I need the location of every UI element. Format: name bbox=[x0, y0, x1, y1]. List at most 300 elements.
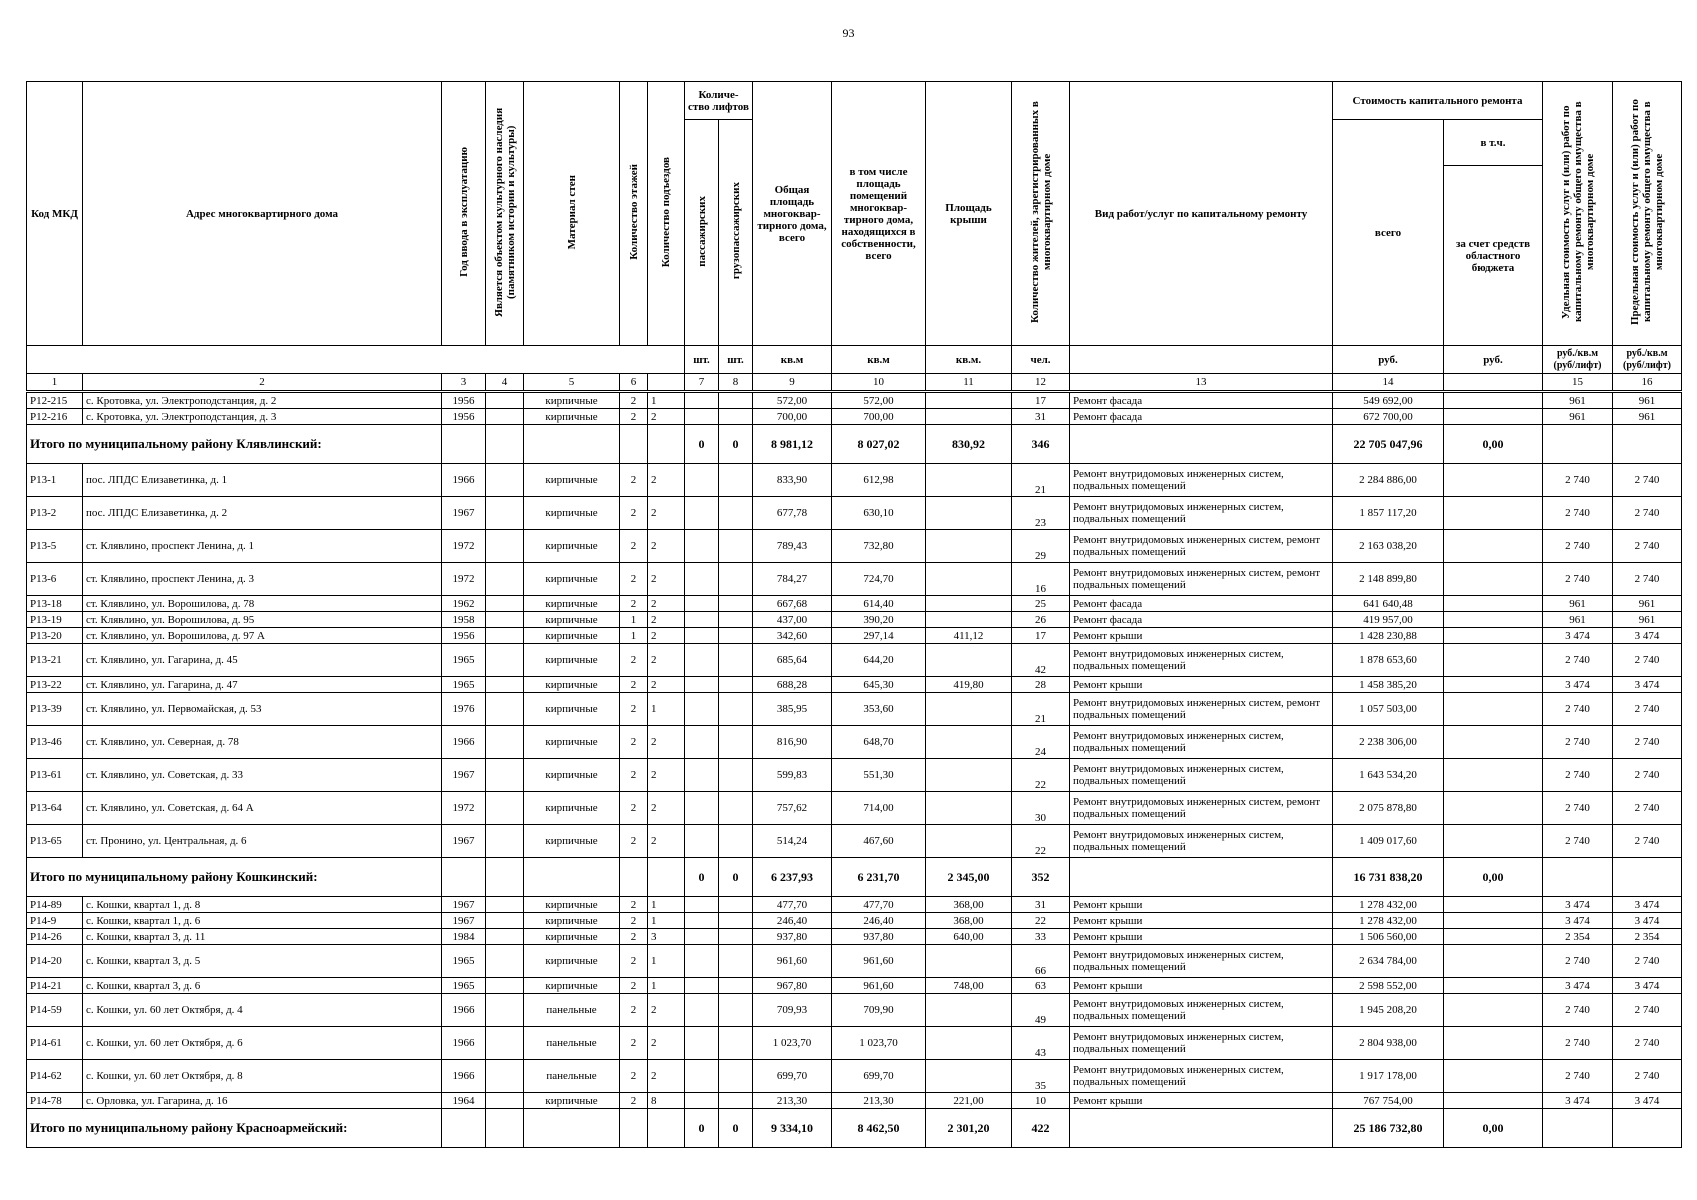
lifts-cargo bbox=[719, 612, 753, 628]
hdr-heritage: Является объектом культурного наследия (памятником истории и культуры) bbox=[486, 82, 524, 346]
material: кирпичные bbox=[524, 759, 620, 792]
mkd-code: Р14-59 bbox=[27, 994, 83, 1027]
lifts-cargo bbox=[719, 897, 753, 913]
total-area: 709,93 bbox=[753, 994, 832, 1027]
mkd-code: Р14-26 bbox=[27, 929, 83, 945]
empty-cell bbox=[486, 1109, 524, 1148]
regional bbox=[1444, 913, 1543, 929]
cost: 2 148 899,80 bbox=[1333, 563, 1444, 596]
heritage bbox=[486, 392, 524, 409]
lifts-cargo bbox=[719, 596, 753, 612]
entrances: 2 bbox=[648, 759, 685, 792]
lifts-cargo bbox=[719, 644, 753, 677]
total-area: 9 334,10 bbox=[753, 1109, 832, 1148]
total-lifts-pass: 0 bbox=[685, 858, 719, 897]
entrances: 1 bbox=[648, 945, 685, 978]
total-area: 784,27 bbox=[753, 563, 832, 596]
total-regional: 0,00 bbox=[1444, 858, 1543, 897]
lifts-cargo bbox=[719, 409, 753, 425]
table-row bbox=[27, 628, 1682, 644]
year: 1984 bbox=[442, 929, 486, 945]
cost: 767 754,00 bbox=[1333, 1093, 1444, 1109]
table-row bbox=[27, 913, 1682, 929]
address: с. Кротовка, ул. Электроподстанция, д. 3 bbox=[83, 409, 442, 425]
work-type: Ремонт внутридомовых инженерных систем, ремонт подвальных помещений bbox=[1070, 693, 1333, 726]
total-lifts-pass: 0 bbox=[685, 1109, 719, 1148]
total-area: 700,00 bbox=[753, 409, 832, 425]
owned-area: 1 023,70 bbox=[832, 1027, 926, 1060]
mkd-code: Р13-20 bbox=[27, 628, 83, 644]
entrances: 3 bbox=[648, 929, 685, 945]
material: кирпичные bbox=[524, 825, 620, 858]
unit-cost: 2 740 bbox=[1543, 945, 1613, 978]
work-type: Ремонт крыши bbox=[1070, 677, 1333, 693]
material: кирпичные bbox=[524, 978, 620, 994]
floors: 2 bbox=[620, 1027, 648, 1060]
lifts-pass bbox=[685, 596, 719, 612]
roof-area bbox=[926, 464, 1012, 497]
entrances: 2 bbox=[648, 644, 685, 677]
year: 1965 bbox=[442, 677, 486, 693]
empty-cell bbox=[620, 425, 648, 464]
roof-area: 411,12 bbox=[926, 628, 1012, 644]
table-row bbox=[27, 563, 1682, 596]
floors: 2 bbox=[620, 596, 648, 612]
work-type: Ремонт фасада bbox=[1070, 392, 1333, 409]
roof-area: 419,80 bbox=[926, 677, 1012, 693]
lifts-pass bbox=[685, 978, 719, 994]
address: с. Кошки, ул. 60 лет Октября, д. 6 bbox=[83, 1027, 442, 1060]
district-total-row bbox=[27, 1109, 1682, 1148]
hdr-work-type: Вид работ/услуг по капитальному ремонту bbox=[1070, 82, 1333, 346]
hdr-lifts: Количе-ство лифтов bbox=[685, 82, 753, 120]
unit-cost: 2 740 bbox=[1543, 497, 1613, 530]
max-cost: 2 740 bbox=[1613, 945, 1682, 978]
heritage bbox=[486, 994, 524, 1027]
regional bbox=[1444, 945, 1543, 978]
mkd-code: Р13-39 bbox=[27, 693, 83, 726]
regional bbox=[1444, 596, 1543, 612]
material: кирпичные bbox=[524, 726, 620, 759]
lifts-pass bbox=[685, 945, 719, 978]
mkd-code: Р14-9 bbox=[27, 913, 83, 929]
work-type: Ремонт крыши bbox=[1070, 978, 1333, 994]
max-cost: 961 bbox=[1613, 596, 1682, 612]
heritage bbox=[486, 726, 524, 759]
roof-area bbox=[926, 759, 1012, 792]
mkd-code: Р13-1 bbox=[27, 464, 83, 497]
work-type: Ремонт внутридомовых инженерных систем, подвальных помещений bbox=[1070, 1027, 1333, 1060]
unit-pcs-2: шт. bbox=[719, 346, 753, 374]
entrances: 2 bbox=[648, 464, 685, 497]
table-row bbox=[27, 464, 1682, 497]
hdr-code: Код МКД bbox=[27, 82, 83, 346]
year: 1967 bbox=[442, 897, 486, 913]
lifts-cargo bbox=[719, 929, 753, 945]
lifts-pass bbox=[685, 628, 719, 644]
owned-area: 572,00 bbox=[832, 392, 926, 409]
entrances: 2 bbox=[648, 994, 685, 1027]
entrances: 1 bbox=[648, 913, 685, 929]
table-row bbox=[27, 1060, 1682, 1093]
table-row bbox=[27, 596, 1682, 612]
floors: 2 bbox=[620, 792, 648, 825]
owned-area: 213,30 bbox=[832, 1093, 926, 1109]
hdr-cost: Стоимость капитального ремонта bbox=[1333, 82, 1543, 120]
residents: 24 bbox=[1012, 726, 1070, 759]
lifts-pass bbox=[685, 726, 719, 759]
cost: 549 692,00 bbox=[1333, 392, 1444, 409]
empty-cell bbox=[1543, 858, 1613, 897]
empty-cell bbox=[486, 858, 524, 897]
heritage bbox=[486, 945, 524, 978]
lifts-cargo bbox=[719, 693, 753, 726]
total-lifts-pass: 0 bbox=[685, 425, 719, 464]
hdr-lifts-pass: пассажирских bbox=[685, 120, 719, 346]
column-number: 3 bbox=[442, 374, 486, 392]
unit-cost: 2 740 bbox=[1543, 464, 1613, 497]
floors: 2 bbox=[620, 677, 648, 693]
year: 1966 bbox=[442, 464, 486, 497]
table-row bbox=[27, 409, 1682, 425]
regional bbox=[1444, 978, 1543, 994]
mkd-code: Р13-19 bbox=[27, 612, 83, 628]
residents: 22 bbox=[1012, 913, 1070, 929]
owned-area: 645,30 bbox=[832, 677, 926, 693]
total-area: 514,24 bbox=[753, 825, 832, 858]
material: кирпичные bbox=[524, 929, 620, 945]
regional bbox=[1444, 497, 1543, 530]
hdr-max-cost: Предельная стоимость услуг и (или) работ по капитальному ремонту общего имущества в многоквартирном доме bbox=[1613, 82, 1682, 346]
total-owned-area: 6 231,70 bbox=[832, 858, 926, 897]
empty-cell bbox=[648, 858, 685, 897]
unit-m2-a: кв.м bbox=[753, 346, 832, 374]
lifts-pass bbox=[685, 897, 719, 913]
lifts-cargo bbox=[719, 530, 753, 563]
cost: 1 643 534,20 bbox=[1333, 759, 1444, 792]
table-row bbox=[27, 612, 1682, 628]
cost: 1 945 208,20 bbox=[1333, 994, 1444, 1027]
work-type: Ремонт фасада bbox=[1070, 596, 1333, 612]
empty-cell bbox=[524, 425, 620, 464]
cost: 1 857 117,20 bbox=[1333, 497, 1444, 530]
heritage bbox=[486, 628, 524, 644]
column-number: 15 bbox=[1543, 374, 1613, 392]
material: кирпичные bbox=[524, 464, 620, 497]
address: с. Кротовка, ул. Электроподстанция, д. 2 bbox=[83, 392, 442, 409]
cost: 2 163 038,20 bbox=[1333, 530, 1444, 563]
floors: 2 bbox=[620, 409, 648, 425]
max-cost: 2 740 bbox=[1613, 759, 1682, 792]
mkd-code: Р14-21 bbox=[27, 978, 83, 994]
hdr-year: Год ввода в эксплуатацию bbox=[442, 82, 486, 346]
unit-cost: 2 740 bbox=[1543, 726, 1613, 759]
floors: 2 bbox=[620, 994, 648, 1027]
lifts-cargo bbox=[719, 792, 753, 825]
max-cost: 3 474 bbox=[1613, 978, 1682, 994]
regional bbox=[1444, 825, 1543, 858]
total-area: 967,80 bbox=[753, 978, 832, 994]
max-cost: 961 bbox=[1613, 409, 1682, 425]
work-type: Ремонт фасада bbox=[1070, 612, 1333, 628]
residents: 63 bbox=[1012, 978, 1070, 994]
table-row bbox=[27, 1093, 1682, 1109]
cost: 1 506 560,00 bbox=[1333, 929, 1444, 945]
mkd-code: Р13-65 bbox=[27, 825, 83, 858]
empty-cell bbox=[524, 1109, 620, 1148]
roof-area: 748,00 bbox=[926, 978, 1012, 994]
max-cost: 2 740 bbox=[1613, 1027, 1682, 1060]
material: кирпичные bbox=[524, 945, 620, 978]
heritage bbox=[486, 644, 524, 677]
hdr-total-area: Общая площадь многоквар-тирного дома, всего bbox=[753, 82, 832, 346]
heritage bbox=[486, 677, 524, 693]
heritage bbox=[486, 929, 524, 945]
roof-area bbox=[926, 1060, 1012, 1093]
total-cost: 16 731 838,20 bbox=[1333, 858, 1444, 897]
total-area: 688,28 bbox=[753, 677, 832, 693]
material: кирпичные bbox=[524, 596, 620, 612]
regional bbox=[1444, 392, 1543, 409]
table-row bbox=[27, 929, 1682, 945]
entrances: 2 bbox=[648, 497, 685, 530]
material: кирпичные bbox=[524, 392, 620, 409]
column-number: 6 bbox=[620, 374, 648, 392]
max-cost: 2 740 bbox=[1613, 497, 1682, 530]
lifts-cargo bbox=[719, 978, 753, 994]
unit-m2-c: кв.м. bbox=[926, 346, 1012, 374]
material: панельные bbox=[524, 1060, 620, 1093]
lifts-cargo bbox=[719, 759, 753, 792]
address: с. Кошки, квартал 3, д. 5 bbox=[83, 945, 442, 978]
floors: 2 bbox=[620, 563, 648, 596]
address: ст. Клявлино, ул. Советская, д. 33 bbox=[83, 759, 442, 792]
total-regional: 0,00 bbox=[1444, 1109, 1543, 1148]
address: с. Кошки, квартал 3, д. 6 bbox=[83, 978, 442, 994]
residents: 22 bbox=[1012, 759, 1070, 792]
address: ст. Клявлино, ул. Ворошилова, д. 97 А bbox=[83, 628, 442, 644]
max-cost: 2 354 bbox=[1613, 929, 1682, 945]
roof-area bbox=[926, 530, 1012, 563]
heritage bbox=[486, 464, 524, 497]
total-owned-area: 8 462,50 bbox=[832, 1109, 926, 1148]
floors: 2 bbox=[620, 1093, 648, 1109]
work-type: Ремонт фасада bbox=[1070, 409, 1333, 425]
heritage bbox=[486, 1027, 524, 1060]
floors: 2 bbox=[620, 945, 648, 978]
residents: 10 bbox=[1012, 1093, 1070, 1109]
lifts-pass bbox=[685, 693, 719, 726]
total-regional: 0,00 bbox=[1444, 425, 1543, 464]
total-cost: 22 705 047,96 bbox=[1333, 425, 1444, 464]
floors: 2 bbox=[620, 1060, 648, 1093]
hdr-cost-regional: за счет средств областного бюджета bbox=[1444, 166, 1543, 346]
max-cost: 2 740 bbox=[1613, 1060, 1682, 1093]
column-numbers-row bbox=[27, 374, 1682, 392]
floors: 2 bbox=[620, 644, 648, 677]
column-number: 2 bbox=[83, 374, 442, 392]
floors: 2 bbox=[620, 464, 648, 497]
material: кирпичные bbox=[524, 913, 620, 929]
mkd-code: Р14-20 bbox=[27, 945, 83, 978]
residents: 25 bbox=[1012, 596, 1070, 612]
material: кирпичные bbox=[524, 677, 620, 693]
column-number: 7 bbox=[685, 374, 719, 392]
lifts-cargo bbox=[719, 563, 753, 596]
hdr-units-blank bbox=[27, 346, 685, 374]
material: кирпичные bbox=[524, 1093, 620, 1109]
total-roof-area: 2 301,20 bbox=[926, 1109, 1012, 1148]
entrances: 1 bbox=[648, 392, 685, 409]
residents: 30 bbox=[1012, 792, 1070, 825]
max-cost: 961 bbox=[1613, 612, 1682, 628]
unit-blank bbox=[1070, 346, 1333, 374]
heritage bbox=[486, 1093, 524, 1109]
unit-m2-b: кв.м bbox=[832, 346, 926, 374]
total-area: 385,95 bbox=[753, 693, 832, 726]
year: 1966 bbox=[442, 1060, 486, 1093]
floors: 2 bbox=[620, 693, 648, 726]
year: 1972 bbox=[442, 563, 486, 596]
table-row bbox=[27, 693, 1682, 726]
regional bbox=[1444, 726, 1543, 759]
regional bbox=[1444, 530, 1543, 563]
empty-cell bbox=[1613, 425, 1682, 464]
unit-cost: 3 474 bbox=[1543, 913, 1613, 929]
entrances: 2 bbox=[648, 726, 685, 759]
entrances: 2 bbox=[648, 1027, 685, 1060]
regional bbox=[1444, 929, 1543, 945]
heritage bbox=[486, 693, 524, 726]
capital-repair-table bbox=[26, 81, 1682, 1148]
lifts-pass bbox=[685, 913, 719, 929]
unit-cost: 2 740 bbox=[1543, 994, 1613, 1027]
lifts-cargo bbox=[719, 913, 753, 929]
owned-area: 709,90 bbox=[832, 994, 926, 1027]
total-area: 833,90 bbox=[753, 464, 832, 497]
lifts-cargo bbox=[719, 945, 753, 978]
column-number: 14 bbox=[1333, 374, 1444, 392]
lifts-cargo bbox=[719, 392, 753, 409]
owned-area: 961,60 bbox=[832, 978, 926, 994]
year: 1972 bbox=[442, 530, 486, 563]
total-area: 816,90 bbox=[753, 726, 832, 759]
table-row bbox=[27, 1027, 1682, 1060]
heritage bbox=[486, 596, 524, 612]
year: 1956 bbox=[442, 628, 486, 644]
material: кирпичные bbox=[524, 644, 620, 677]
residents: 23 bbox=[1012, 497, 1070, 530]
entrances: 2 bbox=[648, 628, 685, 644]
lifts-pass bbox=[685, 1060, 719, 1093]
owned-area: 724,70 bbox=[832, 563, 926, 596]
unit-cost: 2 740 bbox=[1543, 644, 1613, 677]
cost: 1 458 385,20 bbox=[1333, 677, 1444, 693]
floors: 1 bbox=[620, 612, 648, 628]
mkd-code: Р13-46 bbox=[27, 726, 83, 759]
cost: 2 634 784,00 bbox=[1333, 945, 1444, 978]
empty-cell bbox=[620, 858, 648, 897]
unit-pcs-1: шт. bbox=[685, 346, 719, 374]
empty-cell bbox=[1613, 1109, 1682, 1148]
table-row bbox=[27, 994, 1682, 1027]
unit-cost: 2 740 bbox=[1543, 563, 1613, 596]
residents: 21 bbox=[1012, 464, 1070, 497]
residents: 33 bbox=[1012, 929, 1070, 945]
table-row bbox=[27, 978, 1682, 994]
total-residents: 346 bbox=[1012, 425, 1070, 464]
work-type: Ремонт крыши bbox=[1070, 1093, 1333, 1109]
mkd-code: Р13-21 bbox=[27, 644, 83, 677]
hdr-owned-area: в том числе площадь помещений многоквар-тирного дома, находящихся в собственности, всего bbox=[832, 82, 926, 346]
max-cost: 3 474 bbox=[1613, 897, 1682, 913]
hdr-lifts-cargo: грузопассажирских bbox=[719, 120, 753, 346]
lifts-cargo bbox=[719, 677, 753, 693]
lifts-pass bbox=[685, 1093, 719, 1109]
cost: 1 409 017,60 bbox=[1333, 825, 1444, 858]
lifts-cargo bbox=[719, 1093, 753, 1109]
owned-area: 246,40 bbox=[832, 913, 926, 929]
floors: 2 bbox=[620, 825, 648, 858]
floors: 2 bbox=[620, 392, 648, 409]
empty-cell bbox=[1543, 425, 1613, 464]
total-area: 685,64 bbox=[753, 644, 832, 677]
total-area: 789,43 bbox=[753, 530, 832, 563]
unit-cost: 2 740 bbox=[1543, 759, 1613, 792]
residents: 26 bbox=[1012, 612, 1070, 628]
column-number: 16 bbox=[1613, 374, 1682, 392]
owned-area: 612,98 bbox=[832, 464, 926, 497]
table-row bbox=[27, 392, 1682, 409]
lifts-cargo bbox=[719, 1027, 753, 1060]
cost: 2 804 938,00 bbox=[1333, 1027, 1444, 1060]
total-cost: 25 186 732,80 bbox=[1333, 1109, 1444, 1148]
regional bbox=[1444, 409, 1543, 425]
material: кирпичные bbox=[524, 693, 620, 726]
mkd-code: Р13-5 bbox=[27, 530, 83, 563]
address: с. Кошки, квартал 1, д. 6 bbox=[83, 913, 442, 929]
mkd-code: Р13-61 bbox=[27, 759, 83, 792]
unit-cost: 961 bbox=[1543, 409, 1613, 425]
owned-area: 390,20 bbox=[832, 612, 926, 628]
entrances: 1 bbox=[648, 978, 685, 994]
address: ст. Клявлино, ул. Первомайская, д. 53 bbox=[83, 693, 442, 726]
owned-area: 732,80 bbox=[832, 530, 926, 563]
empty-cell bbox=[620, 1109, 648, 1148]
entrances: 8 bbox=[648, 1093, 685, 1109]
table-row bbox=[27, 759, 1682, 792]
hdr-entrances: Количество подъездов bbox=[648, 82, 685, 346]
material: кирпичные bbox=[524, 497, 620, 530]
total-area: 8 981,12 bbox=[753, 425, 832, 464]
year: 1956 bbox=[442, 392, 486, 409]
lifts-pass bbox=[685, 644, 719, 677]
total-area: 667,68 bbox=[753, 596, 832, 612]
lifts-pass bbox=[685, 409, 719, 425]
mkd-code: Р13-6 bbox=[27, 563, 83, 596]
mkd-code: Р13-2 bbox=[27, 497, 83, 530]
lifts-cargo bbox=[719, 464, 753, 497]
roof-area: 368,00 bbox=[926, 913, 1012, 929]
unit-rub-1: руб. bbox=[1333, 346, 1444, 374]
lifts-pass bbox=[685, 464, 719, 497]
material: кирпичные bbox=[524, 628, 620, 644]
total-area: 937,80 bbox=[753, 929, 832, 945]
column-number: 1 bbox=[27, 374, 83, 392]
regional bbox=[1444, 644, 1543, 677]
lifts-pass bbox=[685, 994, 719, 1027]
unit-rate-1: руб./кв.м (руб/лифт) bbox=[1543, 346, 1613, 374]
